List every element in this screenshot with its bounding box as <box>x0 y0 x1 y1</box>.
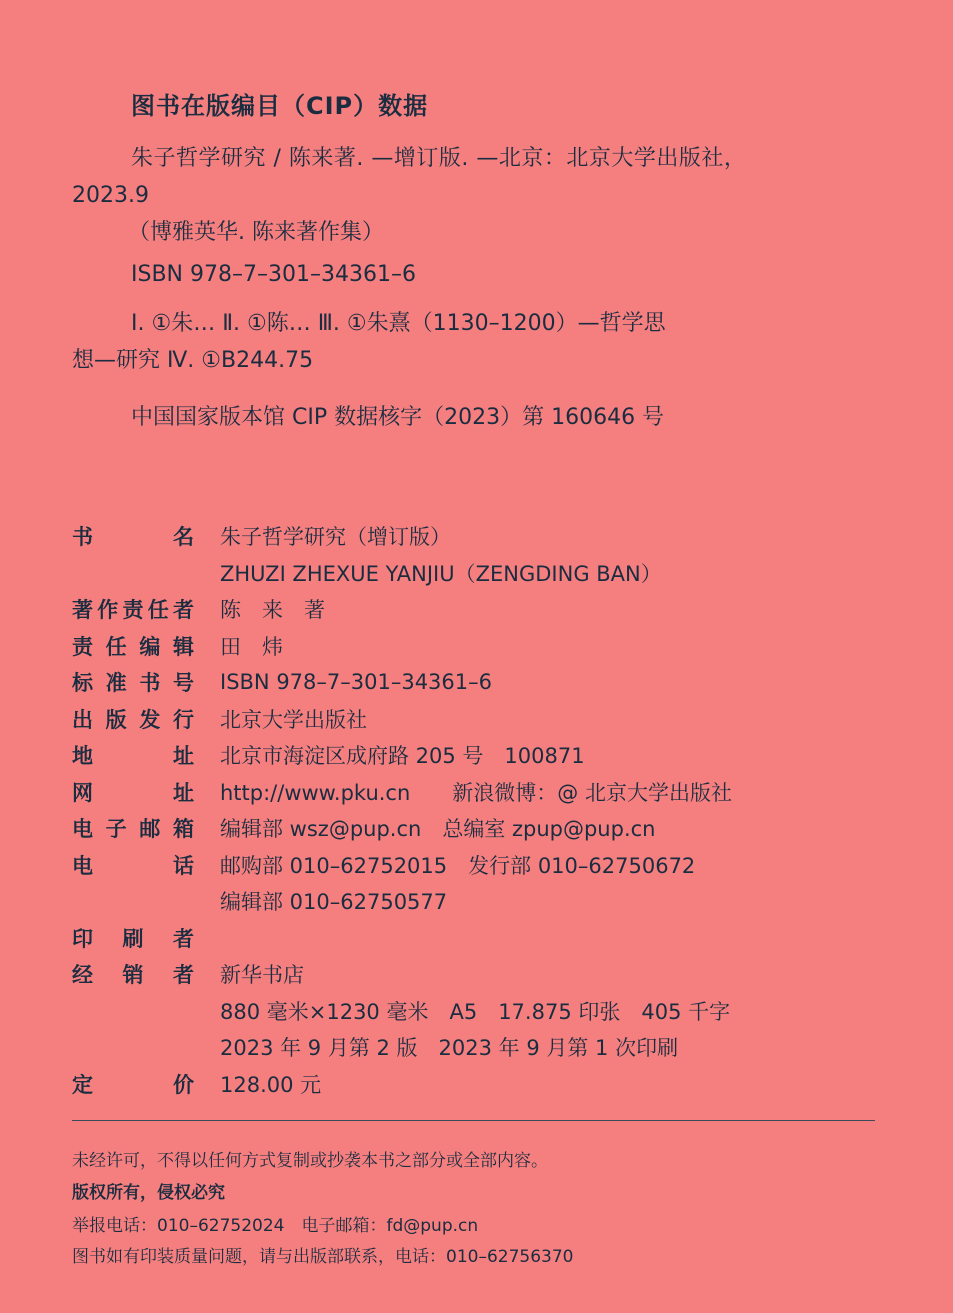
info-value: 880 毫米×1230 毫米 A5 17.875 印张 405 千字 <box>220 999 731 1024</box>
cip-line-5: Ⅰ. ①朱… Ⅱ. ①陈… Ⅲ. ①朱熹（1130–1200）—哲学思 <box>131 311 666 336</box>
info-row <box>72 774 892 811</box>
cip-line-1: 朱子哲学研究 / 陈来著. —增订版. —北京：北京大学出版社， <box>131 146 747 171</box>
cip-line-7: 中国国家版本馆 CIP 数据核字（2023）第 160646 号 <box>131 405 665 430</box>
cip-title: 图书在版编目（CIP）数据 <box>131 92 429 120</box>
info-value: 128.00 元 <box>220 1072 322 1097</box>
info-label: 责任编辑 <box>72 634 194 659</box>
copy-notice: 未经许可，不得以任何方式复制或抄袭本书之部分或全部内容。 <box>72 1151 548 1171</box>
info-label: 书 名 <box>72 525 194 550</box>
quality-contact: 图书如有印装质量问题，请与出版部联系，电话：010–62756370 <box>72 1247 574 1267</box>
info-value: 编辑部 wsz@pup.cn 总编室 zpup@pup.cn <box>220 817 656 842</box>
info-row <box>72 993 892 1030</box>
info-row <box>72 1029 892 1066</box>
info-value: 陈 来 著 <box>220 598 325 623</box>
info-label: 网 址 <box>72 780 194 805</box>
info-value: 新华书店 <box>220 963 304 988</box>
info-value: 北京大学出版社 <box>220 707 367 732</box>
info-row <box>72 555 892 592</box>
cip-line-4: ISBN 978–7–301–34361–6 <box>131 262 416 287</box>
info-label: 标准书号 <box>72 671 194 696</box>
info-row <box>72 628 892 665</box>
info-value: 北京市海淀区成府路 205 号 100871 <box>220 744 585 769</box>
info-row <box>72 664 892 701</box>
info-value: 编辑部 010–62750577 <box>220 890 448 915</box>
publication-info <box>72 518 892 1102</box>
info-label: 地 址 <box>72 744 194 769</box>
info-value: ISBN 978–7–301–34361–6 <box>220 670 493 695</box>
info-label: 著作责任者 <box>72 598 194 623</box>
cip-line-2: 2023.9 <box>72 183 149 208</box>
info-value: 邮购部 010–62752015 发行部 010–62750672 <box>220 853 696 878</box>
cip-line-3: （博雅英华. 陈来著作集） <box>128 220 384 245</box>
divider <box>72 1120 875 1121</box>
info-label: 出版发行 <box>72 707 194 732</box>
info-row <box>72 956 892 993</box>
info-value: 田 炜 <box>220 634 283 659</box>
info-label: 经 销 者 <box>72 963 194 988</box>
info-row <box>72 810 892 847</box>
info-row <box>72 883 892 920</box>
info-row <box>72 591 892 628</box>
info-label: 印 刷 者 <box>72 926 194 951</box>
info-row <box>72 701 892 738</box>
info-value: http://www.pku.cn 新浪微博：@ 北京大学出版社 <box>220 780 732 805</box>
info-row <box>72 847 892 884</box>
info-value: 2023 年 9 月第 2 版 2023 年 9 月第 1 次印刷 <box>220 1036 679 1061</box>
info-row <box>72 737 892 774</box>
info-value: 朱子哲学研究（增订版） <box>220 525 451 550</box>
cip-line-6: 想—研究 Ⅳ. ①B244.75 <box>72 348 314 373</box>
info-label: 电子邮箱 <box>72 817 194 842</box>
info-row <box>72 920 892 957</box>
info-row <box>72 518 892 555</box>
rights-statement: 版权所有，侵权必究 <box>72 1183 225 1203</box>
report-contact: 举报电话：010–62752024 电子邮箱：fd@pup.cn <box>72 1216 479 1236</box>
info-label: 定 价 <box>72 1072 194 1097</box>
info-row <box>72 1066 892 1103</box>
info-value: ZHUZI ZHEXUE YANJIU（ZENGDING BAN） <box>220 561 662 586</box>
info-label: 电 话 <box>72 853 194 878</box>
